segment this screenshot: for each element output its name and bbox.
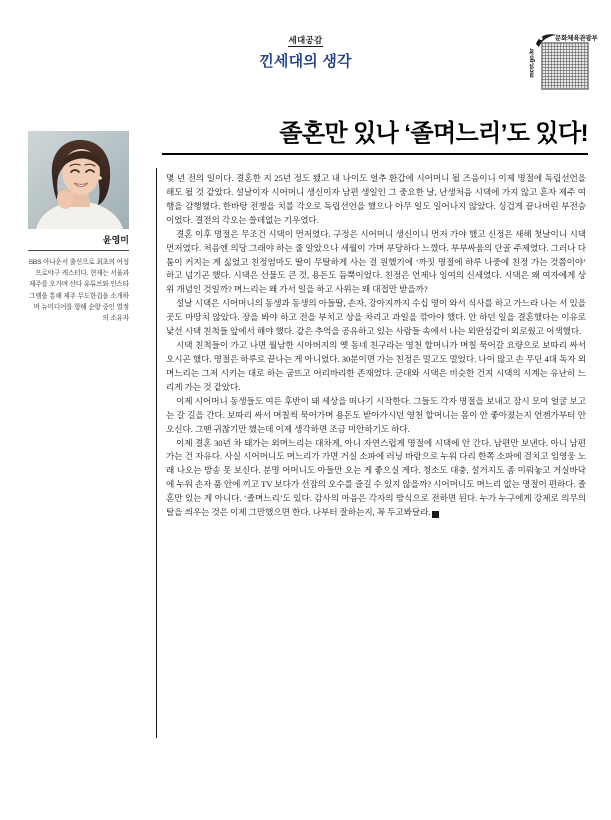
author-name: 윤영미 [28,235,129,251]
section-title: 낀세대의 생각 [259,53,352,70]
article-paragraph: 몇 년 전의 일이다. 결혼한 지 25년 정도 됐고 내 나이도 얼추 환갑에 시어머니 될 즈음이니 이제 명절에 독립선언을 해도 될 것 같았다. 설날이자 시어머니 생신이자 남편 생일인 그 중요한 날, 난생처음 시댁에 가지 않고 혼자 제주 여행을 감행했다. 한바탕 전쟁을 치를 각오로 독립선언을 했으나 아무 일도 일어나지 않았다. 싱겁게 끝나버린 부전승이었다. 결전의 각오는 쓸데없는 기우였다. [166,173,586,225]
article-paragraph: 이제 시어머니 동생들도 여든 후반이 돼 세상을 떠나기 시작한다. 그들도 각자 명절을 보내고 잠시 모여 얼굴 보고는 갈 길을 간다. 보따리 싸서 며칠씩 묵어가며 용돈도 받아가시던 영천 할머니는 몸이 안 좋아졌는지 언젠가부터 안 오신다. 그땐 귀찮기만 했는데 이제 생각하면 조금 미안하기도 하다. [166,395,586,434]
author-portrait [28,131,129,229]
ministry-stamp [527,30,598,92]
author-bio: SBS 아나운서 출신으로 최초의 여성 프로야구 캐스터다. 현재는 서울과 제주를 오가며 산다 유튜브와 인스타그램을 통해 제주 무도한집을 소개하며 뉴미디어를 향해 순항 중인 열정의 소유자 [28,258,129,323]
column-divider [156,168,157,738]
masthead [0,30,611,71]
article-paragraph: 설날 시댁은 시어머니의 동생과 동생의 아들딸, 손자, 강아지까지 수십 명이 와서 식사를 하고 가느라 나는 서 있을 곳도 마땅치 않았다. 장을 봐야 하고 전을 부치고 상을 차리고 과일을 깎아야 했다. 안 하던 일을 결혼했다는 이유로 낯선 시댁 친척들 앞에서 해야 했다. 같은 추억을 공유하고 있는 사람들 속에서 나는 외딴섬같이 외로웠고 어색했다. [166,298,586,337]
headline-block [162,121,588,155]
article-paragraph: 시댁 친척들이 가고 나면 월남한 시아버지의 옛 동네 친구라는 영천 할머니가 며칠 묵어갈 요량으로 보따리 싸서 오시곤 했다. 명절은 하루로 끝나는 게 아니었다. 30분이면 가는 친정은 멀고도 멀었다. 나이 많고 손 무딘 4대 독자 외며느리는 그저 시키는 대로 하는 굼뜨고 어리바리한 존재였다. 군대와 시댁은 비슷한 건지 시댁의 시계는 유난히 느리게 가는 것 같았다. [166,340,586,392]
article-paragraph-last [166,437,586,521]
article-body [166,172,586,520]
korea-swoosh-icon [535,32,557,49]
article-paragraph-text: 이제 결혼 30년 차 돼가는 외며느리는 대차게, 아니 자연스럽게 명절에 시댁에 안 간다. 남편만 보낸다. 아니 남편 가는 건 자유다. 사실 시어머니도 며느리가 가면 거실 소파에 러닝 바람으로 누워 다리 한쪽 소파에 걸치고 임영웅 노래 나오는 방송 못 보신다. 분명 어머니도 아들만 오는 게 좋으실 게다. 청소도 대충, 설거지도 좀 미뤄놓고 거실바닥에 누워 손자 품 안에 끼고 TV 보다가 선잠의 오수를 즐길 수 있지 않을까? 시어머니도 며느리 없는 명절이 편하다. 졸혼만 있는 게 아니다. ‘졸며느리’도 있다. 감사의 마음은 각자의 방식으로 전하면 된다. 누가 누구에게 강제로 의무의 탈을 씌우는 것은 이제 그만했으면 한다. 나부터 잘하는지, 꼭 두고봐달라. [166,437,587,518]
end-mark: K [432,511,439,518]
section-kicker: 세대공감 [288,36,322,47]
article-paragraph: 결혼 이후 명절은 무조건 시댁이 먼저였다. 구정은 시어머니 생신이니 먼저 가야 했고 신정은 새해 첫날이니 시댁 먼저였다. 처음엔 의당 그래야 하는 줄 알았으나 세월이 가며 부당하다 느꼈다. 부부싸움의 단골 주제였다. 그러나 다툼이 커지는 게 싫었고 친정엄마도 딸이 무탈하게 사는 걸 원했기에 ‘까짓 명절에 하루 나중에 친정 가는 것쯤이야’ 하고 넘기곤 했다. 시댁은 선물도 큰 것, 용돈도 듬뿍이었다. 친정은 언제나 잉여의 신세였다. 시댁은 왜 여자에게 상위 개념인 것일까? 며느리는 왜 가서 일을 하고 사위는 왜 대접만 받을까? [166,228,586,295]
stamp-ministry-label: 문화체육관광부 [555,35,598,42]
headline-rule [162,153,588,155]
stamp-pattern-square [541,42,589,90]
stamp-url-label: mcst.go.kr [529,48,536,78]
author-column [28,131,129,325]
article-headline: 졸혼만 있나 ‘졸며느리’도 있다! [279,120,588,147]
